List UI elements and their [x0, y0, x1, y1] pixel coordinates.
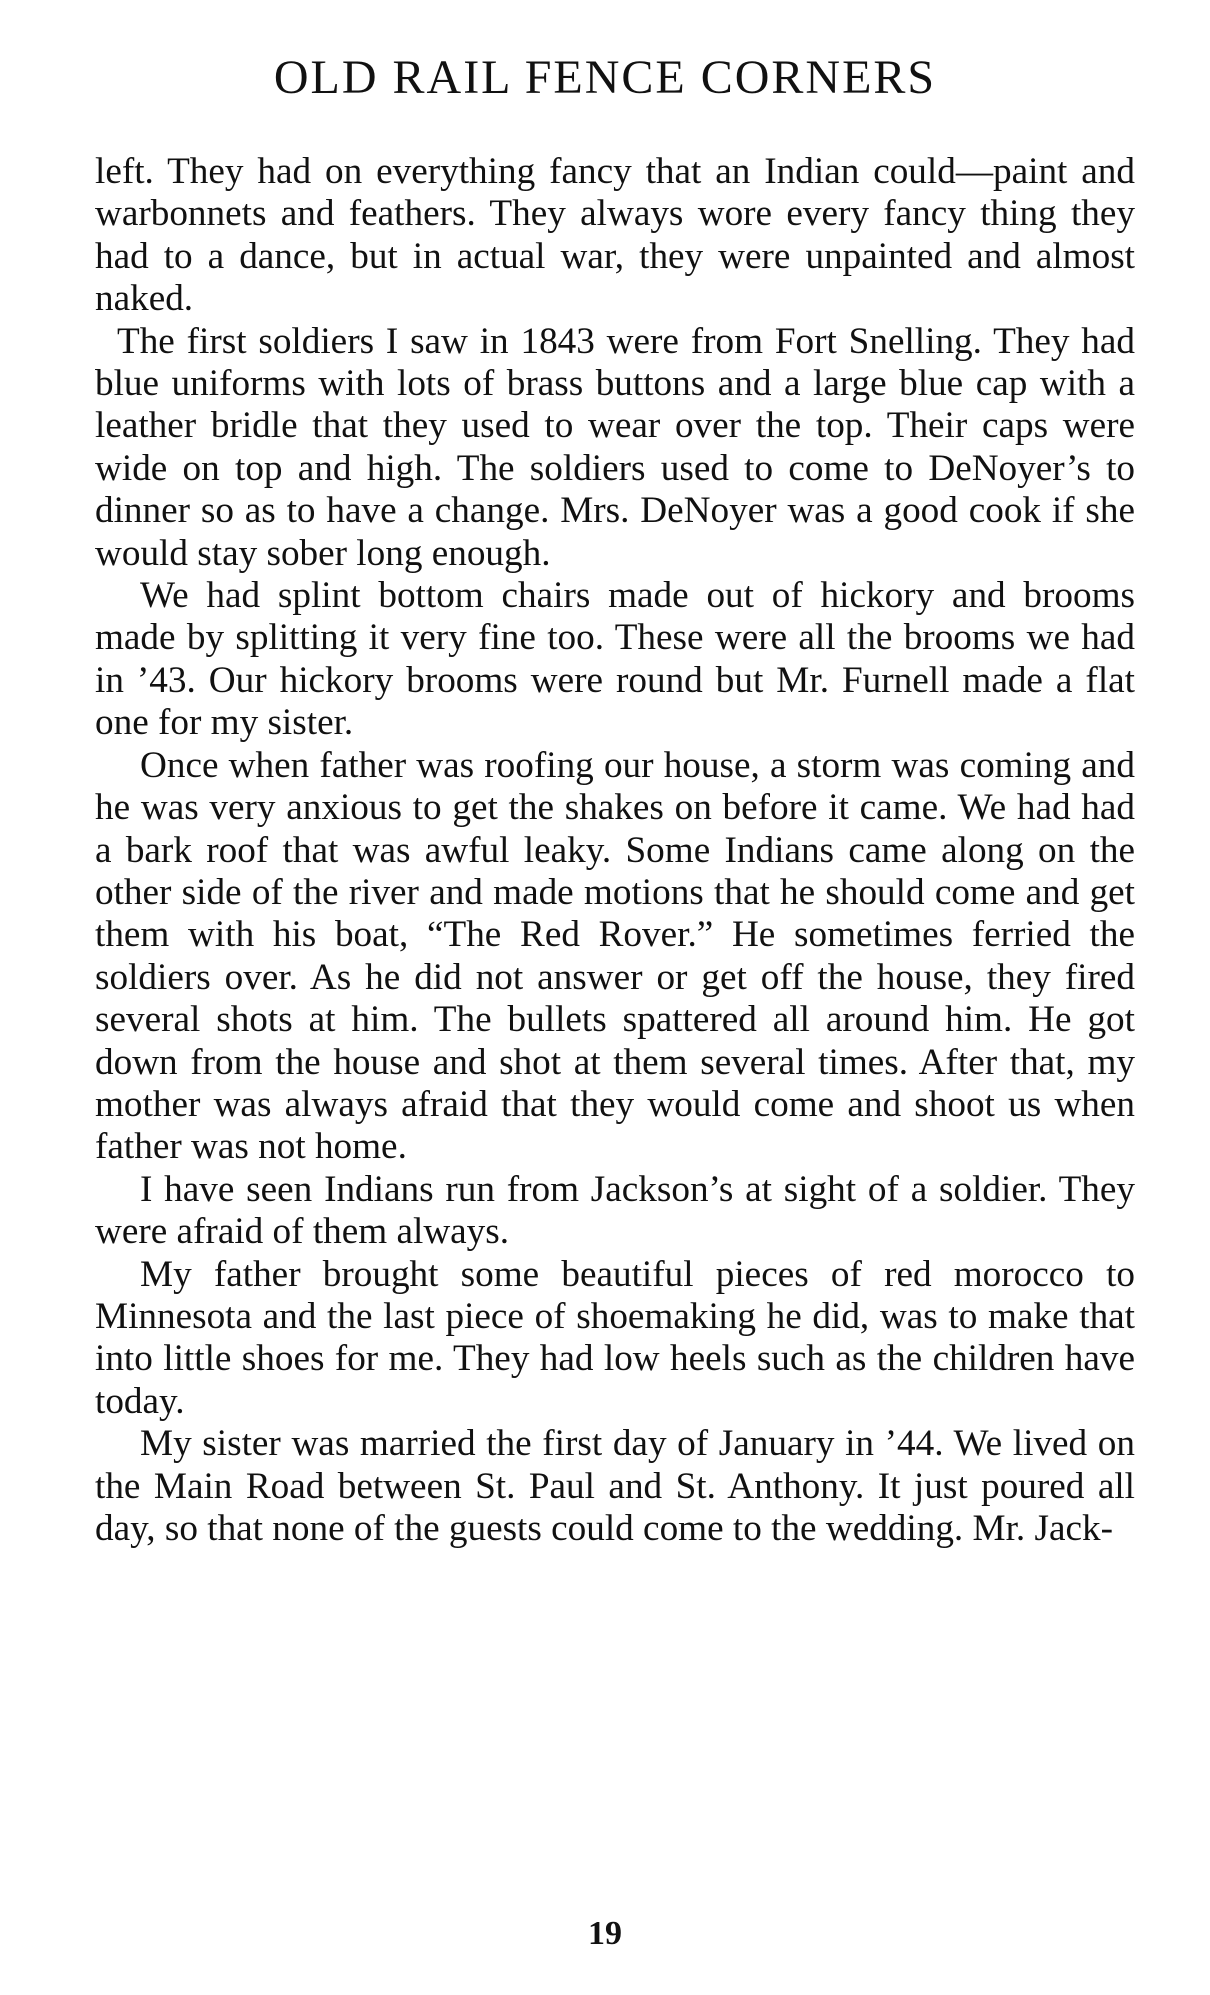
- paragraph: My father brought some beautiful pieces of red morocco to Minnesota and the last piece of shoemaking he did, was to make that into little shoes for me. They had low heels such as the children have today.: [95, 1253, 1135, 1422]
- paragraph: We had splint bottom chairs made out of hickory and brooms made by splitting it very fine too. These were all the brooms we had in ’43. Our hickory brooms were round but Mr. Furnell made a flat one for my sister.: [95, 575, 1135, 744]
- running-head: OLD RAIL FENCE CORNERS: [273, 51, 937, 104]
- paragraph: left. They had on everything fancy that an Indian could—paint and warbonnets and feathers. They always wore every fancy thing they had to a dance, but in actual war, they were unpainted and almost naked.: [95, 151, 1135, 320]
- paragraph: I have seen Indians run from Jackson’s at sight of a soldier. They were afraid of them always.: [95, 1168, 1135, 1253]
- paragraph: My sister was married the first day of January in ’44. We lived on the Main Road between St. Paul and St. Anthony. It just poured all day, so that none of the guests could come to the wedding. Mr. Jack-: [95, 1423, 1135, 1549]
- paragraph: Once when father was roofing our house, a storm was coming and he was very anxious to get the shakes on before it came. We had had a bark roof that was awful leaky. Some Indians came along on the other side of the river and made motions that he should come and get them with his boat, “The Red Rover.” He sometimes ferried the soldiers over. As he did not answer or get off the house, they fired several shots at him. The bullets spattered all around him. He got down from the house and shot at them several times. After that, my mother was always afraid that they would come and shoot us when father was not home.: [95, 744, 1135, 1168]
- page-number: 19: [588, 1915, 622, 1952]
- body-text: [95, 151, 1135, 1550]
- paragraph: The first soldiers I saw in 1843 were from Fort Snelling. They had blue uniforms with lots of brass buttons and a large blue cap with a leather bridle that they used to wear over the top. Their caps were wide on top and high. The soldiers used to come to DeNoyer’s to dinner so as to have a change. Mrs. DeNoyer was a good cook if she would stay sober long enough.: [95, 320, 1135, 574]
